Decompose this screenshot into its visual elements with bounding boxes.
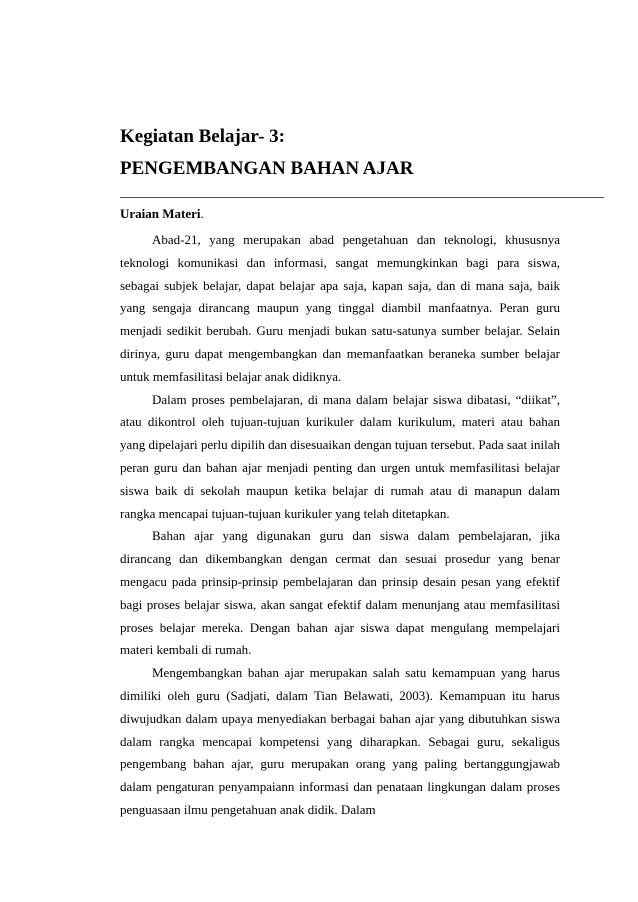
body-text — [120, 229, 560, 822]
heading-divider — [120, 197, 604, 198]
paragraph: Abad-21, yang merupakan abad pengetahuan dan teknologi, khususnya teknologi komunikasi dan informasi, sangat memungkinkan bagi para siswa, sebagai subjek belajar, dapat belajar apa saja, kapan saja, dan di mana saja, baik yang sengaja dirancang maupun yang tinggal diambil manfaatnya. Peran guru menjadi sedikit berubah. Guru menjadi bukan satu-satunya sumber belajar. Selain dirinya, guru dapat mengembangkan dan memanfaatkan beraneka sumber belajar untuk memfasilitasi belajar anak didiknya. — [120, 232, 560, 384]
heading-title: Kegiatan Belajar- 3: — [120, 126, 285, 147]
paragraph: Dalam proses pembelajaran, di mana dalam belajar siswa dibatasi, “diikat”, atau dikontrol oleh tujuan-tujuan kurikuler dalam kurikulum, materi atau bahan yang dipelajari perlu dipilih dan disesuaikan dengan tujuan tersebut. Pada saat inilah peran guru dan bahan ajar menjadi penting dan urgen untuk memfasilitasi belajar siswa baik di sekolah maupun ketika belajar di rumah atau di manapun dalam rangka mencapai tujuan-tujuan kurikuler yang telah ditetapkan. — [120, 391, 560, 521]
section-label — [120, 204, 204, 224]
paragraph: Mengembangkan bahan ajar merupakan salah satu kemampuan yang harus dimiliki oleh guru (Sadjati, dalam Tian Belawati, 2003). Kemampuan itu harus diwujudkan dalam upaya menyediakan berbagai bahan ajar yang dibutuhkan siswa dalam rangka mencapai kompetensi yang diharapkan. Sebagai guru, sekaligus pengembang bahan ajar, guru merupakan orang yang paling bertanggungjawab dalam pengaturan penyampaiann informasi dan penataan lingkungan dalam proses penguasaan ilmu pengetahuan anak didik. Dalam — [120, 665, 560, 817]
section-label-punct: . — [200, 206, 204, 221]
heading-subtitle: PENGEMBANGAN BAHAN AJAR — [120, 158, 414, 179]
section-label-text: Uraian Materi — [120, 206, 201, 221]
paragraph: Bahan ajar yang digunakan guru dan siswa dalam pembelajaran, jika dirancang dan dikembangkan dengan cermat dan sesuai prosedur yang benar mengacu pada prinsip-prinsip pembelajaran dan prinsip desain pesan yang efektif bagi proses belajar siswa, akan sangat efektif dalam menunjang atau memfasilitasi proses belajar mereka. Dengan bahan ajar siswa dapat mengulang mempelajari materi kembali di rumah. — [120, 528, 560, 658]
